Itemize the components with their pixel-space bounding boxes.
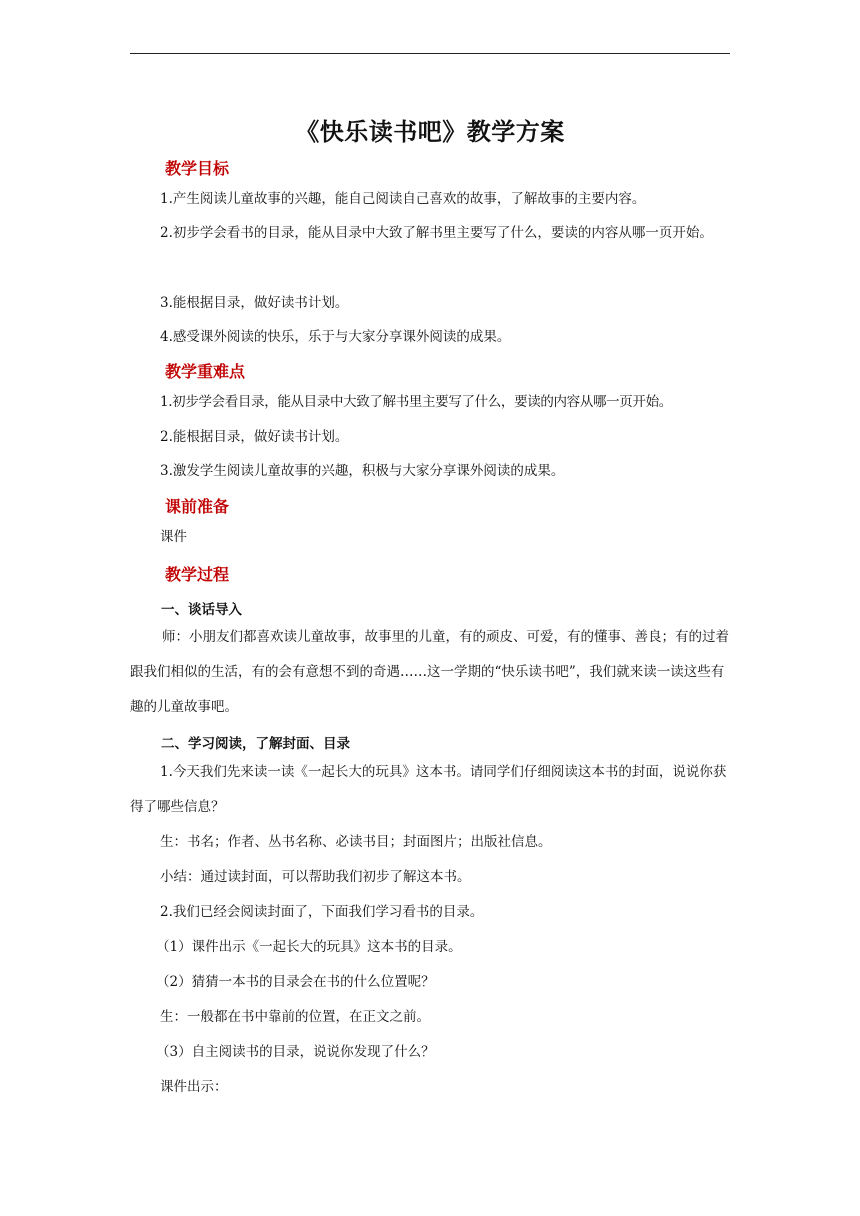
part2-line-2: 生：书名；作者、丛书名称、必读书目；封面图片；出版社信息。 [160, 834, 552, 850]
part1-text: 师：小朋友们都喜欢读儿童故事，故事里的儿童，有的顽皮、可爱，有的懂事、善良；有的过着跟我们相似的生活，有的会有意想不到的奇遇……这一学期的“快乐读书吧”，我们就来读一读这些有趣的儿童故事吧。 [130, 629, 729, 715]
part2-line-3: 小结：通过读封面，可以帮助我们初步了解这本书。 [160, 869, 471, 885]
goal-3: 3.能根据目录，做好读书计划。 [160, 295, 349, 311]
part2-line-7: 生：一般都在书中靠前的位置，在正文之前。 [160, 1009, 430, 1025]
part2-line-1: 1.今天我们先来读一读《一起长大的玩具》这本书。请同学们仔细阅读这本书的封面，说说你获得了哪些信息？ [130, 764, 727, 815]
keypoint-3: 3.激发学生阅读儿童故事的兴趣，积极与大家分享课外阅读的成果。 [160, 463, 565, 479]
heading-process: 教学过程 [165, 565, 230, 584]
part2-line-6: （2）猜猜一本书的目录会在书的什么位置呢？ [156, 974, 435, 990]
part1-heading: 一、谈话导入 [161, 602, 242, 618]
header-rule [130, 53, 730, 54]
heading-goals: 教学目标 [165, 159, 230, 178]
part2-heading: 二、学习阅读，了解封面、目录 [161, 736, 350, 752]
part2-line-4: 2.我们已经会阅读封面了，下面我们学习看书的目录。 [160, 904, 484, 920]
keypoint-1: 1.初步学会看目录，能从目录中大致了解书里主要写了什么，要读的内容从哪一页开始。 [160, 394, 672, 410]
goal-1: 1.产生阅读儿童故事的兴趣，能自己阅读自己喜欢的故事，了解故事的主要内容。 [160, 191, 646, 207]
heading-prep: 课前准备 [165, 497, 230, 516]
part2-line-9: 课件出示： [160, 1079, 228, 1095]
goal-4: 4.感受课外阅读的快乐，乐于与大家分享课外阅读的成果。 [160, 329, 511, 345]
prep-text: 课件 [160, 529, 187, 545]
keypoint-2: 2.能根据目录，做好读书计划。 [160, 429, 349, 445]
heading-keypoints: 教学重难点 [165, 362, 246, 381]
page-title: 《快乐读书吧》教学方案 [295, 118, 565, 146]
goal-2: 2.初步学会看书的目录，能从目录中大致了解书里主要写了什么，要读的内容从哪一页开始。 [160, 225, 713, 241]
part2-line-5: （1）课件出示《一起长大的玩具》这本书的目录。 [156, 939, 462, 955]
part2-line-8: （3）自主阅读书的目录，说说你发现了什么？ [156, 1044, 435, 1060]
